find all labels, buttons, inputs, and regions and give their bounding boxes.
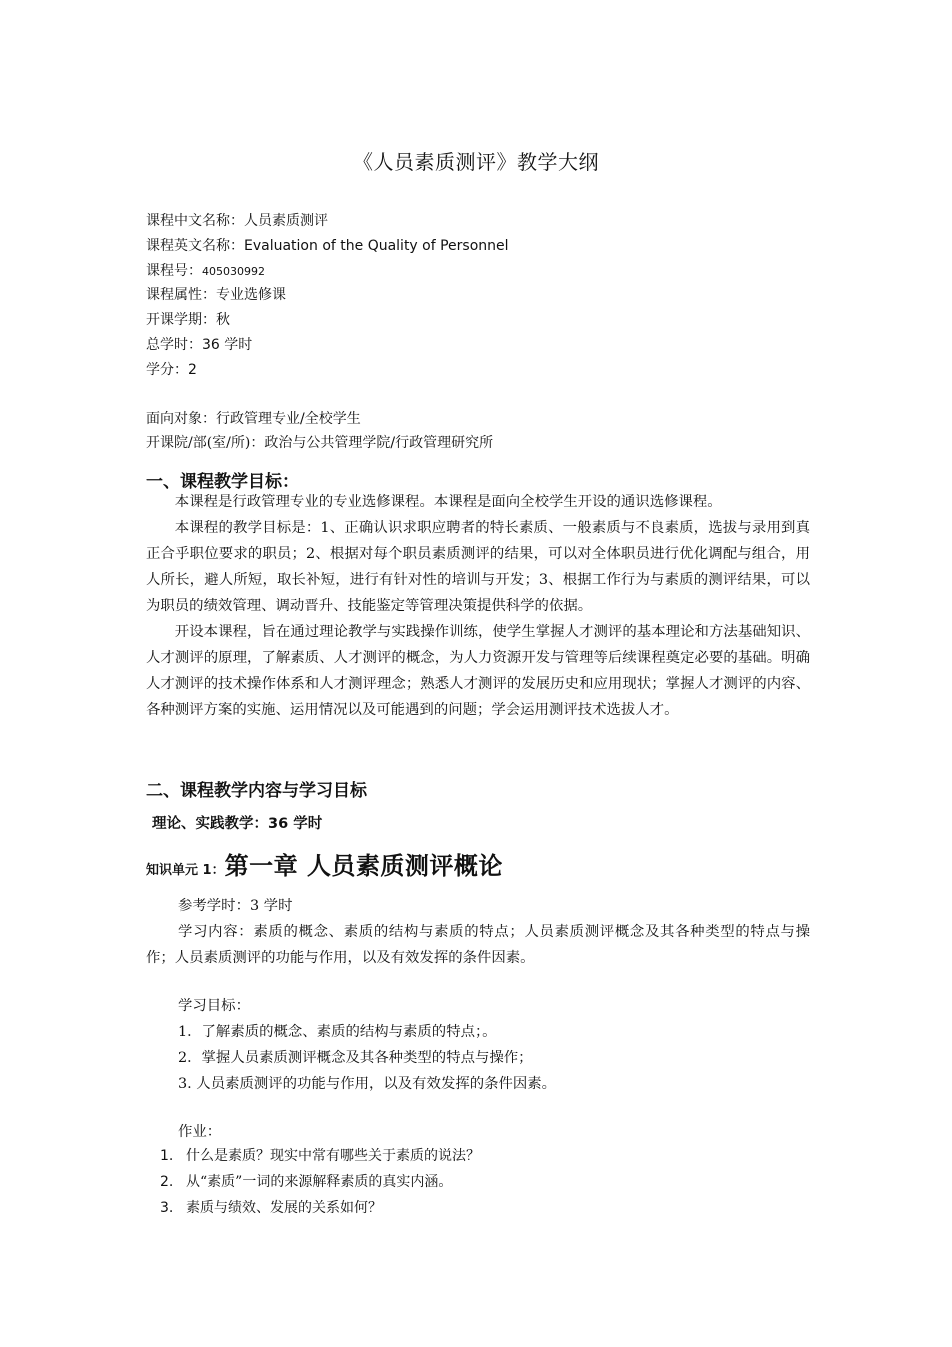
meta-label: 开课学期： <box>146 312 216 329</box>
learning-goals <box>146 993 810 1097</box>
homework-number: 2. <box>160 1174 174 1190</box>
course-meta <box>146 209 826 456</box>
homework-text: 什么是素质？现实中常有哪些关于素质的说法？ <box>186 1148 480 1164</box>
spacer <box>146 383 826 407</box>
ref-hours: 参考学时：3 学时 <box>178 898 293 914</box>
homework-item <box>160 1195 480 1221</box>
meta-value: 405030992 <box>202 264 265 278</box>
section1-body <box>146 489 810 723</box>
goal-item: 2．掌握人员素质测评概念及其各种类型的特点与操作； <box>178 1050 533 1066</box>
meta-value: 行政管理专业/全校学生 <box>216 410 361 427</box>
meta-value: 2 <box>188 361 197 378</box>
meta-hours <box>146 333 826 358</box>
homework-label-row <box>146 1119 810 1145</box>
meta-label: 课程英文名称： <box>146 237 244 254</box>
meta-value: 秋 <box>216 312 230 329</box>
homework-number: 3. <box>160 1200 174 1216</box>
meta-value: 专业选修课 <box>216 287 286 304</box>
paragraph: 开设本课程，旨在通过理论教学与实践操作训练，使学生掌握人才测评的基本理论和方法基础知识、人才测评的原理，了解素质、人才测评的概念，为人力资源开发与管理等后续课程奠定必要的基础。明确人才测评的技术操作体系和人才测评理念；熟悉人才测评的发展历史和应用现状；掌握人才测评的内容、各种测评方案的实施、运用情况以及可能遇到的问题；学会运用测评技术选拔人才。 <box>146 624 810 718</box>
meta-label: 面向对象： <box>146 410 216 427</box>
unit-content <box>146 893 810 971</box>
unit-heading <box>146 846 503 881</box>
paragraph: 本课程的教学目标是：1、正确认识求职应聘者的特长素质、一般素质与不良素质，选拔与录用到真正合乎职位要求的职员；2、根据对每个职员素质测评的结果，可以对全体职员进行优化调配与组合，用人所长，避人所短，取长补短，进行有针对性的培训与开发；3、根据工作行为与素质的测评结果，可以为职员的绩效管理、调动晋升、技能鉴定等管理决策提供科学的依据。 <box>146 520 810 614</box>
meta-value: 政治与公共管理学院/行政管理研究所 <box>264 435 494 452</box>
section2-subheading: 理论、实践教学：36 学时 <box>152 816 323 832</box>
meta-dept <box>146 431 826 456</box>
meta-label: 总学时： <box>146 336 202 353</box>
meta-audience <box>146 407 826 432</box>
meta-cn-name <box>146 209 826 234</box>
meta-credit <box>146 358 826 383</box>
meta-label: 开课院/部(室/所)： <box>146 435 265 452</box>
homework-list <box>160 1143 480 1221</box>
paragraph: 本课程是行政管理专业的专业选修课程。本课程是面向全校学生开设的通识选修课程。 <box>174 494 722 510</box>
homework-item <box>160 1169 480 1195</box>
goal-item: 1．了解素质的概念、素质的结构与素质的特点；。 <box>178 1024 497 1040</box>
learning-content: 学习内容：素质的概念、素质的结构与素质的特点；人员素质测评概念及其各种类型的特点与操作；人员素质测评的功能与作用，以及有效发挥的条件因素。 <box>146 924 810 966</box>
section1-heading: 一、课程教学目标： <box>146 472 299 492</box>
homework-item <box>160 1143 480 1169</box>
meta-term <box>146 308 826 333</box>
meta-label: 课程属性： <box>146 287 216 304</box>
meta-attr <box>146 283 826 308</box>
homework-number: 1. <box>160 1148 174 1164</box>
unit-label: 知识单元 1： <box>146 863 225 878</box>
meta-code <box>146 259 826 284</box>
unit-title: 第一章 人员素质测评概论 <box>224 851 503 880</box>
section2-heading: 二、课程教学内容与学习目标 <box>146 781 367 801</box>
meta-label: 学分： <box>146 361 188 378</box>
meta-en-name <box>146 234 826 259</box>
homework-label: 作业： <box>178 1124 222 1140</box>
meta-label: 课程号： <box>146 262 202 279</box>
goal-item: 3. 人员素质测评的功能与作用，以及有效发挥的条件因素。 <box>178 1076 557 1092</box>
meta-value: 36 学时 <box>202 336 253 353</box>
homework-text: 从“素质”一词的来源解释素质的真实内涵。 <box>186 1174 453 1190</box>
meta-label: 课程中文名称： <box>146 213 244 229</box>
meta-value: 人员素质测评 <box>244 213 328 229</box>
homework-text: 素质与绩效、发展的关系如何？ <box>186 1200 382 1216</box>
goals-label: 学习目标： <box>178 998 250 1014</box>
meta-value: Evaluation of the Quality of Personnel <box>244 237 509 254</box>
document-title: 《人员素质测评》教学大纲 <box>353 150 599 174</box>
